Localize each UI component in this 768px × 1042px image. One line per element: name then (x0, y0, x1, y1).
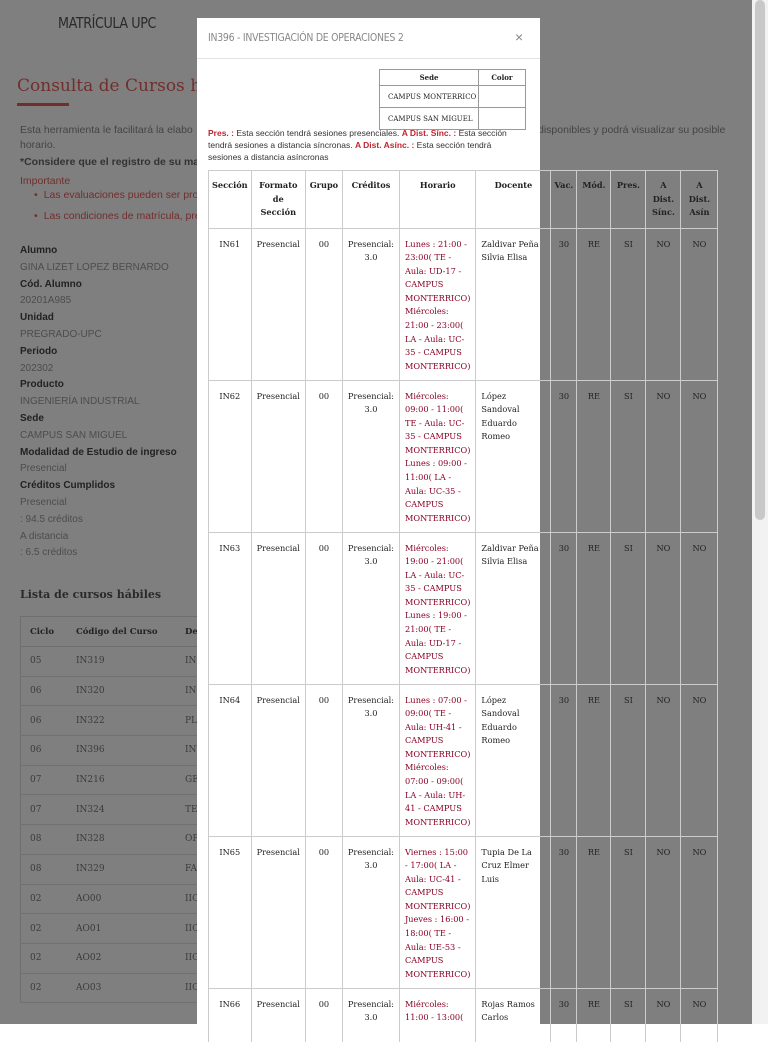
section-sinc: NO (646, 532, 681, 684)
section-docente: Tupia De La Cruz Elmer Luis (476, 836, 551, 988)
section-creditos: Presencial: 3.0 (342, 988, 399, 1042)
section-row[interactable] (209, 532, 718, 684)
sections-table (208, 170, 718, 1042)
section-sinc: NO (646, 836, 681, 988)
col-vacantes: Vac. (551, 171, 577, 229)
section-sinc: NO (646, 228, 681, 380)
legend-asinc-label: A Dist. Asínc. : (354, 140, 415, 150)
legend-sinc-label: A Dist. Sínc. : (401, 128, 457, 138)
section-mod: RE (577, 836, 611, 988)
section-asinc: NO (681, 988, 718, 1042)
modal-title: IN396 - INVESTIGACIÓN DE OPERACIONES 2 (208, 31, 404, 44)
sede-name: CAMPUS MONTERRICO (380, 86, 479, 108)
section-mod: RE (577, 988, 611, 1042)
section-grupo: 00 (305, 228, 342, 380)
scrollbar-thumb[interactable] (755, 0, 765, 520)
section-creditos: Presencial: 3.0 (342, 380, 399, 532)
section-formato: Presencial (251, 988, 305, 1042)
section-seccion: IN61 (209, 228, 252, 380)
section-pres: SI (611, 988, 646, 1042)
section-docente: Rojas Ramos Carlos (476, 988, 551, 1042)
legend-pres-text: Esta sección tendrá sesiones presenciales. (234, 128, 402, 138)
section-asinc: NO (681, 684, 718, 836)
section-modal (197, 18, 711, 1024)
section-vac: 30 (551, 684, 577, 836)
section-docente: López Sandoval Eduardo Romeo (476, 380, 551, 532)
sede-name: CAMPUS SAN MIGUEL (380, 108, 479, 130)
legend-pres-label: Pres. : (208, 128, 234, 138)
section-sinc: NO (646, 380, 681, 532)
color-header: Color (479, 70, 526, 86)
section-vac: 30 (551, 228, 577, 380)
section-seccion: IN64 (209, 684, 252, 836)
section-docente: Zaldivar Peña Silvia Elisa (476, 228, 551, 380)
section-horario: Lunes : 21:00 - 23:00( TE - Aula: UD-17 - CAMPUS MONTERRICO) Miércoles: 21:00 - 23:00( LA - Aula: UC-35 - CAMPUS MONTERRICO) (399, 228, 475, 380)
section-asinc: NO (681, 532, 718, 684)
section-pres: SI (611, 228, 646, 380)
sede-color-table (379, 69, 526, 130)
section-vac: 30 (551, 836, 577, 988)
section-creditos: Presencial: 3.0 (342, 684, 399, 836)
section-grupo: 00 (305, 532, 342, 684)
section-grupo: 00 (305, 988, 342, 1042)
section-row[interactable] (209, 228, 718, 380)
section-formato: Presencial (251, 380, 305, 532)
section-sinc: NO (646, 684, 681, 836)
section-row[interactable] (209, 684, 718, 836)
section-horario: Viernes : 15:00 - 17:00( LA - Aula: UC-41 - CAMPUS MONTERRICO) Jueves : 16:00 - 18:00( TE - Aula: UE-53 - CAMPUS MONTERRICO) (399, 836, 475, 988)
section-seccion: IN65 (209, 836, 252, 988)
col-horario: Horario (399, 171, 475, 229)
section-docente: Zaldivar Peña Silvia Elisa (476, 532, 551, 684)
col-dist-asinc: A Dist. Asín (681, 171, 718, 229)
section-pres: SI (611, 380, 646, 532)
col-dist-sinc: A Dist. Sínc. (646, 171, 681, 229)
sede-header: Sede (380, 70, 479, 86)
section-formato: Presencial (251, 836, 305, 988)
section-mod: RE (577, 228, 611, 380)
section-creditos: Presencial: 3.0 (342, 532, 399, 684)
section-docente: López Sandoval Eduardo Romeo (476, 684, 551, 836)
sections-scroll-area[interactable] (208, 170, 763, 1042)
section-grupo: 00 (305, 684, 342, 836)
col-seccion: Sección (209, 171, 252, 229)
format-legend (208, 127, 520, 163)
section-grupo: 00 (305, 380, 342, 532)
section-asinc: NO (681, 228, 718, 380)
section-vac: 30 (551, 988, 577, 1042)
legend-sinc-text: Esta sección tendrá sesiones a distancia síncronas. (208, 128, 507, 150)
section-mod: RE (577, 380, 611, 532)
section-mod: RE (577, 684, 611, 836)
section-row[interactable] (209, 380, 718, 532)
col-docente: Docente (476, 171, 551, 229)
section-seccion: IN66 (209, 988, 252, 1042)
section-vac: 30 (551, 380, 577, 532)
col-formato: Formato de Sección (251, 171, 305, 229)
section-pres: SI (611, 684, 646, 836)
section-formato: Presencial (251, 684, 305, 836)
close-icon[interactable]: × (515, 29, 524, 45)
section-seccion: IN63 (209, 532, 252, 684)
section-row[interactable] (209, 988, 718, 1042)
col-grupo: Grupo (305, 171, 342, 229)
col-creditos: Créditos (342, 171, 399, 229)
section-vac: 30 (551, 532, 577, 684)
section-seccion: IN62 (209, 380, 252, 532)
section-creditos: Presencial: 3.0 (342, 836, 399, 988)
section-formato: Presencial (251, 228, 305, 380)
section-mod: RE (577, 532, 611, 684)
section-formato: Presencial (251, 532, 305, 684)
section-asinc: NO (681, 836, 718, 988)
col-modalidad: Mód. (577, 171, 611, 229)
section-asinc: NO (681, 380, 718, 532)
section-horario: Miércoles: 19:00 - 21:00( LA - Aula: UC-35 - CAMPUS MONTERRICO) Lunes : 19:00 - 21:00( TE - Aula: UD-17 - CAMPUS MONTERRICO) (399, 532, 475, 684)
section-horario: Miércoles: 11:00 - 13:00( (399, 988, 475, 1042)
section-horario: Lunes : 07:00 - 09:00( TE - Aula: UH-41 - CAMPUS MONTERRICO) Miércoles: 07:00 - 09:00( LA - Aula: UH-41 - CAMPUS MONTERRICO) (399, 684, 475, 836)
section-pres: SI (611, 532, 646, 684)
col-presencial: Pres. (611, 171, 646, 229)
sede-color-swatch (479, 86, 526, 108)
section-sinc: NO (646, 988, 681, 1042)
section-creditos: Presencial: 3.0 (342, 228, 399, 380)
legend-asinc-text: Esta sección tendrá sesiones a distancia asíncronas (208, 140, 492, 162)
section-grupo: 00 (305, 836, 342, 988)
page-scrollbar[interactable] (752, 0, 768, 1024)
modal-divider (197, 58, 540, 59)
section-horario: Miércoles: 09:00 - 11:00( TE - Aula: UC-35 - CAMPUS MONTERRICO) Lunes : 09:00 - 11:00( LA - Aula: UC-35 - CAMPUS MONTERRICO) (399, 380, 475, 532)
section-row[interactable] (209, 836, 718, 988)
section-pres: SI (611, 836, 646, 988)
